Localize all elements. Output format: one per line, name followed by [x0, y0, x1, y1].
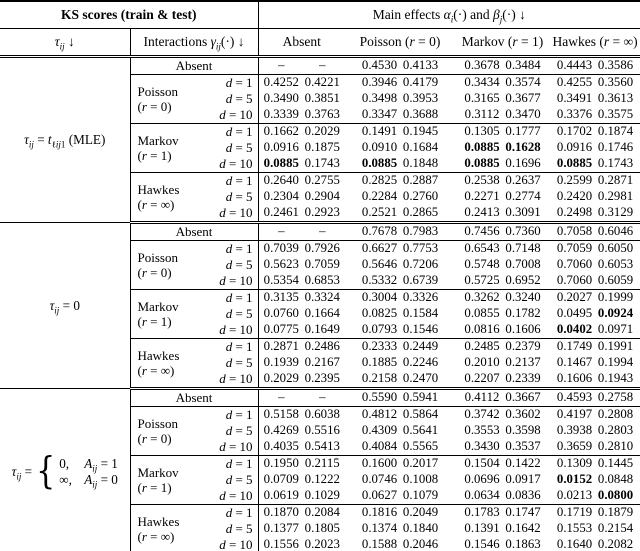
ks-score-cell: 0.1816 0.2049 [361, 505, 439, 520]
ks-score-cell: 0.1504 0.1422 [464, 456, 541, 471]
ks-score-cell: 0.0152 0.0848 [556, 472, 634, 487]
ks-score-cell: 0.4530 0.4133 [345, 57, 455, 75]
left-title: KS scores (train & test) [0, 1, 258, 29]
ks-score-cell: 0.1783 0.1747 [464, 505, 541, 520]
d-label: d = 1 [196, 290, 258, 307]
ks-score-cell: 0.0885 0.1743 [258, 156, 345, 173]
ks-score-cell: 0.1719 0.1879 [556, 505, 634, 520]
tau-label-mle: $\tau_{ij} = t_{\ell ij1}$ (MLE) [0, 57, 130, 223]
ks-score-cell: 0.0885 0.1848 [345, 156, 455, 173]
interaction-group-markov: Markov (r = 1) [130, 124, 196, 173]
table-body [0, 57, 640, 551]
ks-score-cell: 0.1662 0.2029 [263, 124, 340, 139]
ks-score-cell: 0.4812 0.5864 [361, 407, 439, 422]
ks-score-cell: 0.0885 0.1628 [464, 140, 541, 155]
ks-score-cell: 0.7060 0.6059 [550, 273, 640, 290]
ks-score-cell: 0.4309 0.5641 [361, 423, 439, 438]
ks-score-cell: 0.2640 0.2755 [263, 173, 340, 188]
ks-score-cell: – – [258, 223, 345, 241]
ks-score-cell: 0.0402 0.0971 [550, 322, 640, 339]
ks-score-cell: 0.5623 0.7059 [263, 257, 340, 272]
ks-score-cell: 0.1391 0.1642 [464, 521, 541, 536]
d-label: d = 10 [196, 107, 258, 124]
ks-score-cell: 0.3165 0.3677 [464, 91, 541, 106]
ks-score-cell: 0.0885 0.1743 [550, 156, 640, 173]
ks-score-cell: 0.4112 0.3667 [455, 389, 550, 407]
ks-score-cell: 0.1588 0.2046 [345, 537, 455, 551]
ks-score-cell: 0.2825 0.2887 [361, 173, 439, 188]
d-label: d = 1 [196, 456, 258, 473]
ks-score-cell: 0.0627 0.1079 [345, 488, 455, 505]
ks-score-cell: 0.4252 0.4221 [263, 75, 340, 90]
table-title-row [0, 1, 640, 29]
d-label: d = 1 [196, 75, 258, 92]
ks-score-cell: 0.2027 0.1999 [556, 290, 634, 305]
ks-score-cell: 0.1546 0.1863 [455, 537, 550, 551]
ks-score-cell: 0.5590 0.5941 [345, 389, 455, 407]
ks-score-cell: 0.3491 0.3613 [556, 91, 634, 106]
ks-score-cell: 0.7678 0.7983 [345, 223, 455, 241]
ks-score-cell: 0.1309 0.1445 [556, 456, 634, 471]
ks-score-cell: 0.2538 0.2637 [464, 173, 541, 188]
ks-score-cell: 0.1939 0.2167 [263, 355, 340, 370]
ks-score-cell: 0.2284 0.2760 [361, 189, 439, 204]
ks-score-cell: – – [258, 389, 345, 407]
ks-score-cell: 0.0495 0.0924 [556, 306, 634, 321]
d-label: d = 5 [196, 140, 258, 156]
ks-score-cell: 0.1950 0.2115 [263, 456, 340, 471]
ks-score-cell: 0.4255 0.3560 [556, 75, 634, 90]
interaction-group-hawkes: Hawkes (r = ∞) [130, 505, 196, 551]
table-row [0, 389, 640, 407]
ks-score-cell: 0.1467 0.1994 [556, 355, 634, 370]
d-label: d = 10 [196, 273, 258, 290]
ks-score-cell: 0.2029 0.2395 [258, 371, 345, 389]
ks-score-cell: 0.0825 0.1584 [361, 306, 439, 321]
ks-score-cell: 0.0916 0.1875 [263, 140, 340, 155]
ks-score-cell: 0.0916 0.1746 [556, 140, 634, 155]
ks-score-cell: 0.0816 0.1606 [455, 322, 550, 339]
ks-score-cell: 0.3004 0.3326 [361, 290, 439, 305]
interaction-group-absent: Absent [130, 223, 258, 241]
ks-score-cell: 0.0213 0.0800 [550, 488, 640, 505]
ks-score-cell: 0.2521 0.2865 [345, 205, 455, 223]
ks-score-cell: 0.0634 0.0836 [455, 488, 550, 505]
ks-score-cell: 0.4035 0.5413 [258, 439, 345, 456]
ks-score-cell: 0.0910 0.1684 [361, 140, 439, 155]
curly-brace-icon: { [36, 449, 56, 494]
interaction-group-poisson: Poisson (r = 0) [130, 407, 196, 456]
ks-score-cell: 0.3112 0.3470 [455, 107, 550, 124]
tau-case-line: 0, $A_{ij} = 1$ [59, 455, 118, 474]
interactions-column-header: Interactions $\gamma_{ij}(\cdot)$ ↓ [130, 29, 258, 57]
ks-score-cell: 0.1640 0.2082 [550, 537, 640, 551]
tau-case-line: ∞, $A_{ij} = 0$ [59, 471, 118, 490]
d-label: d = 5 [196, 521, 258, 537]
ks-score-cell: 0.3742 0.3602 [464, 407, 541, 422]
ks-score-cell: 0.5646 0.7206 [361, 257, 439, 272]
ks-score-cell: 0.0619 0.1029 [258, 488, 345, 505]
ks-score-cell: 0.1553 0.2154 [556, 521, 634, 536]
d-label: d = 1 [196, 173, 258, 190]
ks-score-cell: 0.3938 0.2803 [556, 423, 634, 438]
ks-score-cell: 0.2207 0.2339 [455, 371, 550, 389]
ks-score-cell: 0.2413 0.3091 [455, 205, 550, 223]
ks-score-cell: 0.3498 0.3953 [361, 91, 439, 106]
ks-score-cell: 0.7456 0.7360 [455, 223, 550, 241]
ks-score-cell: 0.5725 0.6952 [455, 273, 550, 290]
column-header-markov: Markov (r = 1) [455, 29, 550, 57]
ks-score-cell: 0.1377 0.1805 [263, 521, 340, 536]
ks-score-cell: 0.1556 0.2023 [258, 537, 345, 551]
column-header-poisson: Poisson (r = 0) [345, 29, 455, 57]
ks-score-cell: 0.0793 0.1546 [345, 322, 455, 339]
ks-score-cell: 0.1702 0.1874 [556, 124, 634, 139]
ks-score-cell: 0.6543 0.7148 [464, 241, 541, 256]
ks-score-cell: 0.5748 0.7008 [464, 257, 541, 272]
ks-score-cell: 0.3946 0.4179 [361, 75, 439, 90]
d-label: d = 5 [196, 355, 258, 371]
ks-score-cell: 0.7059 0.6050 [556, 241, 634, 256]
ks-score-cell: 0.4197 0.2808 [556, 407, 634, 422]
ks-score-cell: 0.3434 0.3574 [464, 75, 541, 90]
ks-score-cell: 0.3339 0.3763 [258, 107, 345, 124]
ks-score-cell: 0.4593 0.2758 [550, 389, 640, 407]
interaction-group-hawkes: Hawkes (r = ∞) [130, 339, 196, 389]
tau-cases-prefix: $\tau_{ij}$ = [11, 463, 33, 482]
ks-score-cell: 0.2485 0.2379 [464, 339, 541, 354]
ks-score-cell: 0.1870 0.2084 [263, 505, 340, 520]
d-label: d = 10 [196, 488, 258, 505]
ks-score-cell: 0.1374 0.1840 [361, 521, 439, 536]
ks-score-cell: 0.0775 0.1649 [258, 322, 345, 339]
ks-score-cell: 0.0760 0.1664 [263, 306, 340, 321]
ks-score-cell: 0.1885 0.2246 [361, 355, 439, 370]
ks-score-cell: 0.4269 0.5516 [263, 423, 340, 438]
ks-score-cell: 0.5332 0.6739 [345, 273, 455, 290]
d-label: d = 5 [196, 91, 258, 107]
d-label: d = 10 [196, 322, 258, 339]
ks-score-cell: 0.2599 0.2871 [556, 173, 634, 188]
d-label: d = 5 [196, 423, 258, 439]
ks-score-cell: – – [258, 57, 345, 75]
ks-score-cell: 0.7060 0.6053 [556, 257, 634, 272]
ks-score-cell: 0.2461 0.2923 [258, 205, 345, 223]
ks-score-cell: 0.2304 0.2904 [263, 189, 340, 204]
ks-score-cell: 0.3376 0.3575 [550, 107, 640, 124]
table-row [0, 57, 640, 75]
column-header-hawkes: Hawkes (r = ∞) [550, 29, 640, 57]
ks-score-cell: 0.0885 0.1696 [455, 156, 550, 173]
d-label: d = 1 [196, 505, 258, 522]
ks-score-cell: 0.1491 0.1945 [361, 124, 439, 139]
ks-score-cell: 0.3430 0.3537 [455, 439, 550, 456]
ks-score-cell: 0.2158 0.2470 [345, 371, 455, 389]
ks-score-cell: 0.3135 0.3324 [263, 290, 340, 305]
column-header-absent: Absent [258, 29, 345, 57]
ks-score-cell: 0.2420 0.2981 [556, 189, 634, 204]
interaction-group-poisson: Poisson (r = 0) [130, 241, 196, 290]
d-label: d = 1 [196, 241, 258, 258]
d-label: d = 10 [196, 156, 258, 173]
ks-score-cell: 0.0709 0.1222 [263, 472, 340, 487]
d-label: d = 1 [196, 407, 258, 424]
tau-label-zero: $\tau_{ij} = 0$ [0, 223, 130, 389]
interaction-group-absent: Absent [130, 389, 258, 407]
ks-score-cell: 0.4084 0.5565 [345, 439, 455, 456]
interaction-group-markov: Markov (r = 1) [130, 290, 196, 339]
ks-score-cell: 0.3262 0.3240 [464, 290, 541, 305]
d-label: d = 5 [196, 306, 258, 322]
column-header-row [0, 29, 640, 57]
interaction-group-absent: Absent [130, 57, 258, 75]
interaction-group-markov: Markov (r = 1) [130, 456, 196, 505]
ks-score-cell: 0.5354 0.6853 [258, 273, 345, 290]
ks-score-cell: 0.3678 0.3484 [455, 57, 550, 75]
ks-score-cell: 0.0855 0.1782 [464, 306, 541, 321]
main-effects-title: Main effects $\alpha_i(\cdot)$ and $\beta_j(\cdot)$ ↓ [258, 1, 640, 29]
interaction-group-poisson: Poisson (r = 0) [130, 75, 196, 124]
ks-score-cell: 0.3490 0.3851 [263, 91, 340, 106]
tau-label-adjacency [0, 389, 130, 551]
d-label: d = 10 [196, 205, 258, 223]
interaction-group-hawkes: Hawkes (r = ∞) [130, 173, 196, 223]
ks-score-cell: 0.3659 0.2810 [550, 439, 640, 456]
ks-score-cell: 0.3347 0.3688 [345, 107, 455, 124]
d-label: d = 1 [196, 339, 258, 356]
ks-score-cell: 0.2498 0.3129 [550, 205, 640, 223]
ks-score-cell: 0.1600 0.2017 [361, 456, 439, 471]
ks-score-cell: 0.4443 0.3586 [550, 57, 640, 75]
ks-score-cell: 0.3553 0.3598 [464, 423, 541, 438]
d-label: d = 10 [196, 537, 258, 551]
ks-score-cell: 0.7039 0.7926 [263, 241, 340, 256]
ks-score-cell: 0.0746 0.1008 [361, 472, 439, 487]
d-label: d = 5 [196, 472, 258, 488]
d-label: d = 10 [196, 439, 258, 456]
ks-score-cell: 0.0696 0.0917 [464, 472, 541, 487]
d-label: d = 5 [196, 257, 258, 273]
ks-score-cell: 0.2333 0.2449 [361, 339, 439, 354]
ks-score-cell: 0.1749 0.1991 [556, 339, 634, 354]
ks-score-cell: 0.2871 0.2486 [263, 339, 340, 354]
d-label: d = 10 [196, 371, 258, 389]
ks-score-cell: 0.6627 0.7753 [361, 241, 439, 256]
ks-score-cell: 0.5158 0.6038 [263, 407, 340, 422]
ks-score-cell: 0.2010 0.2137 [464, 355, 541, 370]
ks-score-cell: 0.1305 0.1777 [464, 124, 541, 139]
d-label: d = 5 [196, 189, 258, 205]
table-row [0, 223, 640, 241]
ks-score-cell: 0.2271 0.2774 [464, 189, 541, 204]
tau-column-header: $\tau_{ij}$ ↓ [0, 29, 130, 57]
ks-score-cell: 0.7058 0.6046 [550, 223, 640, 241]
d-label: d = 1 [196, 124, 258, 141]
ks-score-cell: 0.1606 0.1943 [550, 371, 640, 389]
